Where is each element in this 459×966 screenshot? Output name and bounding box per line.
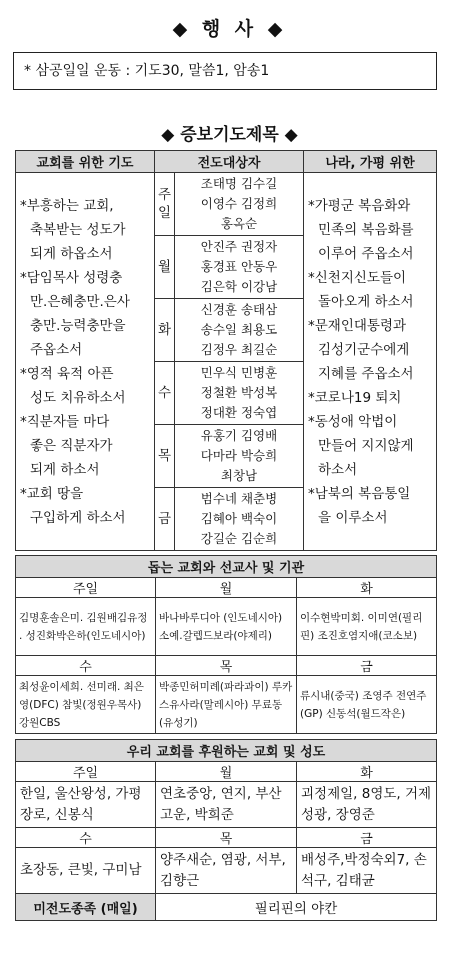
missions-entry: 박종민허미례(파라과이) 루카스유사라(말레시아) 무료동(유성기) (156, 676, 297, 734)
missions-entry: 최성윤이세희. 선미래. 최은영(DFC) 참빛(정원우목사) 강원CBS (16, 676, 156, 734)
missions-entry: 바나바루디아 (인도네시아) 소예.갈렙드보라(야제리) (156, 598, 297, 656)
supporters-day: 목 (156, 828, 297, 848)
missions-table (15, 555, 437, 734)
prayer-table (15, 150, 437, 551)
missions-day: 수 (16, 656, 156, 676)
supporters-day: 주일 (16, 762, 156, 782)
day-label: 수 (155, 362, 175, 425)
evangelism-names: 민우식 민병훈 정철환 박성복 정대환 정숙엽 (175, 362, 304, 425)
evangelism-names: 조태명 김수길 이영수 김정희 홍옥순 (175, 173, 304, 236)
missions-day: 주일 (16, 578, 156, 598)
day-label: 목 (155, 425, 175, 488)
supporters-entry: 한일, 울산왕성, 가평장로, 신봉식 (16, 782, 156, 828)
missions-entry: 김명훈솔은미. 김원배김유정 . 성진화박은하(인도네시아) (16, 598, 156, 656)
supporters-entry: 배성주,박정숙외7, 손석구, 김태균 (297, 848, 437, 894)
supporters-day: 금 (297, 828, 437, 848)
supporters-day: 화 (297, 762, 437, 782)
missions-entry: 이수현박미회. 이미연(필리핀) 조진호염지애(코소보) (297, 598, 437, 656)
supporters-day: 수 (16, 828, 156, 848)
evangelism-names: 범수네 채춘병 김혜아 백숙이 강길순 김순희 (175, 488, 304, 551)
events-notice: * 삼공일일 운동 : 기도30, 말씀1, 암송1 (13, 52, 437, 90)
col-header-church: 교회를 위한 기도 (16, 151, 155, 173)
day-label: 월 (155, 236, 175, 299)
supporters-table (15, 739, 437, 921)
missions-day: 목 (156, 656, 297, 676)
nation-prayer-list: *가평군 복음화와 민족의 복음화를 이루어 주옵소서 *신천지신도들이 돌아오게 하소서 *문재인대통령과 김성기군수에게 지혜를 주옵소서 *코로나19 퇴치 *동성애 악법이 만들어 지지않게 하소서 *남북의 복음통일 을 이루소서 (304, 173, 437, 551)
col-header-nation: 나라, 가평 위한 (304, 151, 437, 173)
evangelism-names: 안진주 권정자 홍경표 안동우 김은학 이강남 (175, 236, 304, 299)
unreached-label: 미전도종족 (매일) (16, 894, 156, 921)
missions-title: 돕는 교회와 선교사 및 기관 (16, 556, 437, 578)
missions-day: 금 (297, 656, 437, 676)
supporters-entry: 연초중앙, 연지, 부산고운, 박희준 (156, 782, 297, 828)
evangelism-names: 신경훈 송태삼 송수일 최용도 김정우 최길순 (175, 299, 304, 362)
evangelism-names: 유홍기 김영배 다마라 박승희 최창남 (175, 425, 304, 488)
missions-entry: 류시내(중국) 조영주 전연주(GP) 신동석(월드작은) (297, 676, 437, 734)
prayer-title: ◆ 증보기도제목 ◆ (161, 125, 298, 145)
supporters-entry: 괴정제일, 8영도, 거제성광, 장영준 (297, 782, 437, 828)
supporters-entry: 양주새순, 염광, 서부, 김향근 (156, 848, 297, 894)
missions-day: 월 (156, 578, 297, 598)
church-prayer-list: *부흥하는 교회, 축복받는 성도가 되게 하옵소서 *담임목사 성령충 만.은혜충만.은사 충만.능력충만을 주옵소서 *영적 육적 아픈 성도 치유하소서 *직분자들 마다 좋은 직분자가 되게 하소서 *교회 땅을 구입하게 하소서 (16, 173, 155, 551)
missions-day: 화 (297, 578, 437, 598)
unreached-value: 필리핀의 야칸 (156, 894, 437, 921)
supporters-entry: 초장동, 큰빛, 구미남 (16, 848, 156, 894)
supporters-title: 우리 교회를 후원하는 교회 및 성도 (16, 740, 437, 762)
col-header-evangelism: 전도대상자 (155, 151, 304, 173)
day-label: 주일 (155, 173, 175, 236)
day-label: 금 (155, 488, 175, 551)
supporters-day: 월 (156, 762, 297, 782)
events-title: ◆ 행 사 ◆ (172, 18, 287, 40)
day-label: 화 (155, 299, 175, 362)
